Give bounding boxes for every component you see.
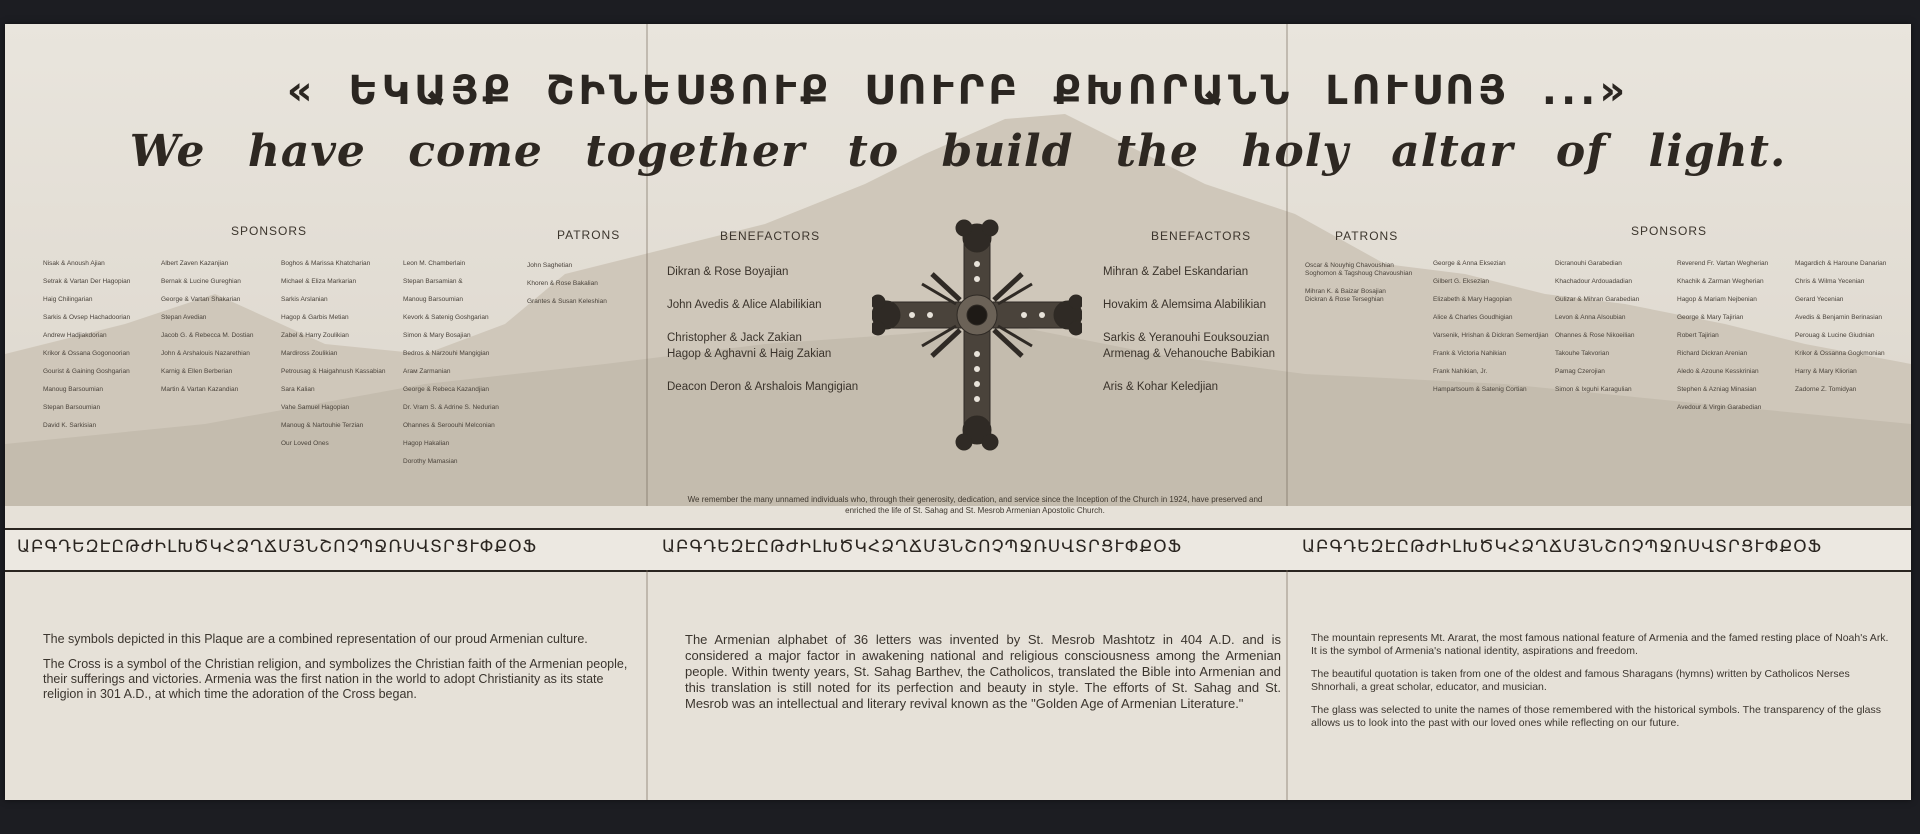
sponsor-name: Simon & Mary Bosajian [403, 332, 471, 339]
benefactor-name: Deacon Deron & Arshalois Mangigian [667, 381, 859, 393]
sponsor-name: Martin & Vartan Kazandian [161, 386, 239, 393]
right-description-panel [1311, 632, 1897, 740]
benefactor-name: Dikran & Rose Boyajian [667, 266, 789, 278]
description-paragraph: The mountain represents Mt. Ararat, the most famous national feature of Armenia and the famed resting place of Noah's Ark. It is the symbol of Armenia's national identity, aspirations and freedom. [1311, 632, 1889, 657]
fold-line [646, 570, 648, 800]
sponsor-name: Hagop & Garbis Metian [281, 314, 349, 321]
sponsor-name: Reverend Fr. Vartan Wegherian [1677, 260, 1769, 267]
benefactor-name: John Avedis & Alice Alabilikian [667, 299, 822, 311]
sponsor-name: Robert Tajirian [1677, 332, 1719, 339]
description-paragraph: The glass was selected to unite the names of those remembered with the historical symbols. The transparency of the glass allows us to look into the past with our loved ones while reflecting on our future. [1311, 704, 1882, 729]
left-sponsors-column-3 [281, 260, 385, 458]
sponsor-name: Zabel & Harry Zoulikian [281, 332, 349, 339]
description-paragraph: The symbols depicted in this Plaque are a combined representation of our proud Armenian culture. [43, 632, 588, 646]
right-sponsors-column-1 [1433, 260, 1548, 404]
sponsor-name: Michael & Eliza Markarian [281, 278, 357, 285]
sponsor-name: Kevork & Satenig Goshgarian [403, 314, 489, 321]
armenian-cross-icon [872, 214, 1082, 454]
sponsor-name: Hampartsoum & Satenig Cortian [1433, 386, 1527, 393]
description-paragraph: The Armenian alphabet of 36 letters was invented by St. Mesrob Mashtotz in 404 A.D. and is considered a major factor in awakening national and religious consciousness among the Armenian people. Within twenty years, St. Sahag Barthev, the Catholicos, translated the Bible into Armenian and this translation is still noted for its perfection and beauty in style. The efforts of St. Sahag and St. Mesrob was an intellectual and literary revival known as the "Golden Age of Armenian Literature." [685, 632, 1281, 711]
description-paragraph: The Cross is a symbol of the Christian religion, and symbolizes the Christian faith of the Armenian people, their sufferings and victories. Armenia was the first nation in the world to adopt Christianity as its state religion in 301 A.D., at which time the adoration of the Cross began. [43, 657, 628, 701]
fold-line [1286, 570, 1288, 800]
sponsor-name: Karnig & Ellen Berberian [161, 368, 233, 375]
plaque-brochure [5, 24, 1911, 800]
left-sponsors-column-1 [43, 260, 130, 440]
sponsors-heading-right: SPONSORS [1631, 224, 1708, 238]
sponsor-name: Simon & Ixguhi Karagulian [1555, 386, 1632, 393]
sponsor-name: Bedros & Narzouhi Mangigian [403, 350, 490, 357]
sponsor-name: Mardiross Zoulikian [281, 350, 338, 357]
armenian-title: « ԵԿԱՅՔ ՇԻՆԵՍՑՈՒՔ ՍՈՒՐԲ ՔԽՈՐԱՆՆ ԼՈՒՍՈՅ ...» [286, 68, 1630, 114]
sponsor-name: Stepan Barsamian & [403, 278, 463, 285]
sponsor-name: Aledo & Azoune Kesskrinian [1677, 368, 1759, 375]
sponsor-name: Khachadour Ardouadadian [1555, 278, 1632, 285]
benefactor-name: Christopher & Jack Zakian [667, 332, 802, 344]
sponsor-name: George & Anna Eksezian [1433, 260, 1506, 267]
alphabet-right: ԱԲԳԴԵԶԷԸԹԺԻԼԽԾԿՀՁՂՃՄՅՆՇՈՉՊՋՌՍՎՏՐՑՒՓՔՕՖ [1302, 537, 1823, 557]
sponsor-name: Perouag & Lucine Giudnian [1795, 332, 1875, 339]
sponsor-name: Magardich & Haroune Danarian [1795, 260, 1887, 267]
sponsor-name: Dr. Vram S. & Adrine S. Nedurian [403, 404, 499, 411]
sponsor-name: Ohannes & Seroouhi Melconian [403, 422, 495, 429]
benefactor-name: Armenag & Vehanouche Babikian [1103, 348, 1275, 360]
sponsor-name: Manoug & Nartouhie Terzian [281, 422, 364, 429]
sponsor-name: Manoug Barsoumian [403, 296, 463, 303]
english-title: We have come together to build the holy altar of light. [129, 126, 1787, 177]
sponsor-name: Bernak & Lucine Gureghian [161, 278, 241, 285]
benefactors-heading-right: BENEFACTORS [1151, 229, 1252, 243]
patron-name: Soghomon & Tagshoug Chavoushian [1305, 270, 1413, 277]
sponsor-name: Chris & Wilma Yecenian [1795, 278, 1865, 285]
sponsor-name: Elizabeth & Mary Hagopian [1433, 296, 1512, 303]
sponsor-name: Frank & Victoria Nahikian [1433, 350, 1507, 357]
sponsor-name: Levon & Anna Alsoubian [1555, 314, 1626, 321]
sponsor-name: Pamag Czerojian [1555, 368, 1605, 375]
benefactors-right-list [1103, 264, 1275, 412]
sponsor-name: John & Arshalouis Nazarethian [161, 350, 250, 357]
sponsor-name: Zadorne Z. Tomidyan [1795, 386, 1857, 393]
benefactors-heading-left: BENEFACTORS [720, 229, 821, 243]
sponsor-name: Dicranouhi Garabedian [1555, 260, 1622, 267]
middle-description-panel [685, 632, 1281, 722]
left-description-panel [43, 632, 633, 712]
sponsor-name: Krikor & Ossanna Gogkmonian [1795, 350, 1885, 357]
sponsor-name: Khachik & Zarman Wegherian [1677, 278, 1764, 285]
patron-name: Khoren & Rose Bakalian [527, 280, 598, 287]
right-sponsors-column-2 [1555, 260, 1639, 404]
sponsor-name: George & Vartan Shakarian [161, 296, 241, 303]
sponsor-name: David K. Sarkisian [43, 422, 97, 429]
sponsor-name: Alice & Charles Goudhigian [1433, 314, 1513, 321]
armenian-alphabet-band [5, 528, 1911, 572]
benefactor-name: Aris & Kohar Keledjian [1103, 381, 1219, 393]
sponsor-name: George & Rebeca Kazandjian [403, 386, 490, 393]
sponsor-name: Hagop Hakalian [403, 440, 450, 447]
sponsor-name: Stepan Avedian [161, 314, 207, 321]
benefactor-name: Hovakim & Alemsima Alabilikian [1103, 299, 1266, 311]
benefactor-name: Sarkis & Yeranouhi Eouksouzian [1103, 332, 1270, 344]
sponsor-name: Andrew Hadjiakdorian [43, 332, 107, 339]
sponsor-name: Jacob G. & Rebecca M. Dostian [161, 332, 254, 339]
sponsor-name: Our Loved Ones [281, 440, 329, 447]
sponsor-name: Frank Nahikian, Jr. [1433, 368, 1488, 375]
patron-name: Grantes & Susan Keleshian [527, 298, 607, 305]
patrons-heading-right: PATRONS [1335, 229, 1399, 243]
alphabet-left: ԱԲԳԴԵԶԷԸԹԺԻԼԽԾԿՀՁՂՃՄՅՆՇՈՉՊՋՌՍՎՏՐՑՒՓՔՕՖ [17, 537, 538, 557]
sponsor-name: Takouhe Takvorian [1555, 350, 1610, 357]
plaque-upper-area [5, 24, 1911, 515]
sponsor-name: Harry & Mary Kliorian [1795, 368, 1857, 375]
benefactors-left-list [667, 264, 858, 412]
patrons-heading-left: PATRONS [557, 228, 621, 242]
alphabet-middle: ԱԲԳԴԵԶԷԸԹԺԻԼԽԾԿՀՁՂՃՄՅՆՇՈՉՊՋՌՍՎՏՐՑՒՓՔՕՖ [662, 537, 1183, 557]
sponsor-name: Stephen & Azniag Minasian [1677, 386, 1757, 393]
sponsor-name: Vahe Samuel Hagopian [281, 404, 350, 411]
sponsor-name: Avedis & Benjamin Berinasian [1795, 314, 1882, 321]
patron-name: Mihran K. & Baizar Bosajian [1305, 288, 1386, 295]
sponsor-name: George & Mary Tajirian [1677, 314, 1744, 321]
sponsor-name: Varsenik, Hrishan & Dickran Semerdjian [1433, 332, 1549, 339]
left-sponsors-column-4 [403, 260, 499, 476]
sponsor-name: Richard Dickran Arenian [1677, 350, 1748, 357]
sponsor-name: Nisak & Anoush Ajian [43, 260, 105, 267]
sponsor-name: Krikor & Ossana Gogonoorian [43, 350, 130, 357]
description-paragraph: The beautiful quotation is taken from one of the oldest and famous Sharagans (hymns) written by Catholicos Nerses Shnorhali, a great scholar, educator, and musician. [1311, 668, 1850, 693]
sponsor-name: Ohannes & Rose Nikoeilian [1555, 332, 1635, 339]
memorial-text: We remember the many unnamed individuals who, through their generosity, dedication, and service since the Inception of the Church in 1924, have preserved and enriched the life of St. Sahag and St. Mesrob Armenian Apostolic Church. [687, 495, 1263, 515]
benefactor-name: Mihran & Zabel Eskandarian [1103, 266, 1249, 278]
sponsor-name: Avedour & Virgin Garabedian [1677, 404, 1762, 411]
patron-name: Dickran & Rose Terseghian [1305, 296, 1384, 303]
sponsor-name: Sara Kalian [281, 386, 315, 393]
right-sponsors-column-4 [1795, 260, 1886, 404]
right-patrons-list [1305, 262, 1412, 314]
sponsor-name: Haig Chilingarian [43, 296, 93, 303]
sponsor-name: Gourist & Gaining Goshgarian [43, 368, 130, 375]
left-sponsors-column-2 [161, 260, 254, 404]
sponsors-heading-left: SPONSORS [231, 224, 308, 238]
sponsor-name: Dorothy Mamasian [403, 458, 458, 465]
sponsor-name: Gilbert G. Eksezian [1433, 278, 1489, 285]
sponsor-name: Leon M. Chamberlain [403, 260, 466, 267]
patron-name: Oscar & Nouyhig Chavoushian [1305, 262, 1394, 269]
sponsor-name: Sarkis Arslanian [281, 296, 328, 303]
sponsor-name: Petrousag & Haigahnush Kassabian [281, 368, 386, 375]
sponsor-name: Manoug Barsoumian [43, 386, 103, 393]
sponsor-name: Hagop & Mariam Nejbenian [1677, 296, 1757, 303]
sponsor-name: Albert Zaven Kazanjian [161, 260, 229, 267]
sponsor-name: Arам Zarmanian [403, 368, 451, 375]
sponsor-name: Gulizar & Mihran Garabedian [1555, 296, 1640, 303]
benefactor-name: Hagop & Aghavni & Haig Zakian [667, 348, 832, 360]
sponsor-name: Stepan Barsoumian [43, 404, 101, 411]
right-sponsors-column-3 [1677, 260, 1768, 422]
sponsor-name: Gerard Yecenian [1795, 296, 1844, 303]
sponsor-name: Boghos & Marissa Khatcharian [281, 260, 371, 267]
sponsor-name: Sarkis & Ovsep Hachadoorian [43, 314, 131, 321]
patron-name: John Saghetian [527, 262, 573, 269]
left-patrons-list [527, 262, 607, 316]
sponsor-name: Setrak & Vartan Der Hagopian [43, 278, 131, 285]
